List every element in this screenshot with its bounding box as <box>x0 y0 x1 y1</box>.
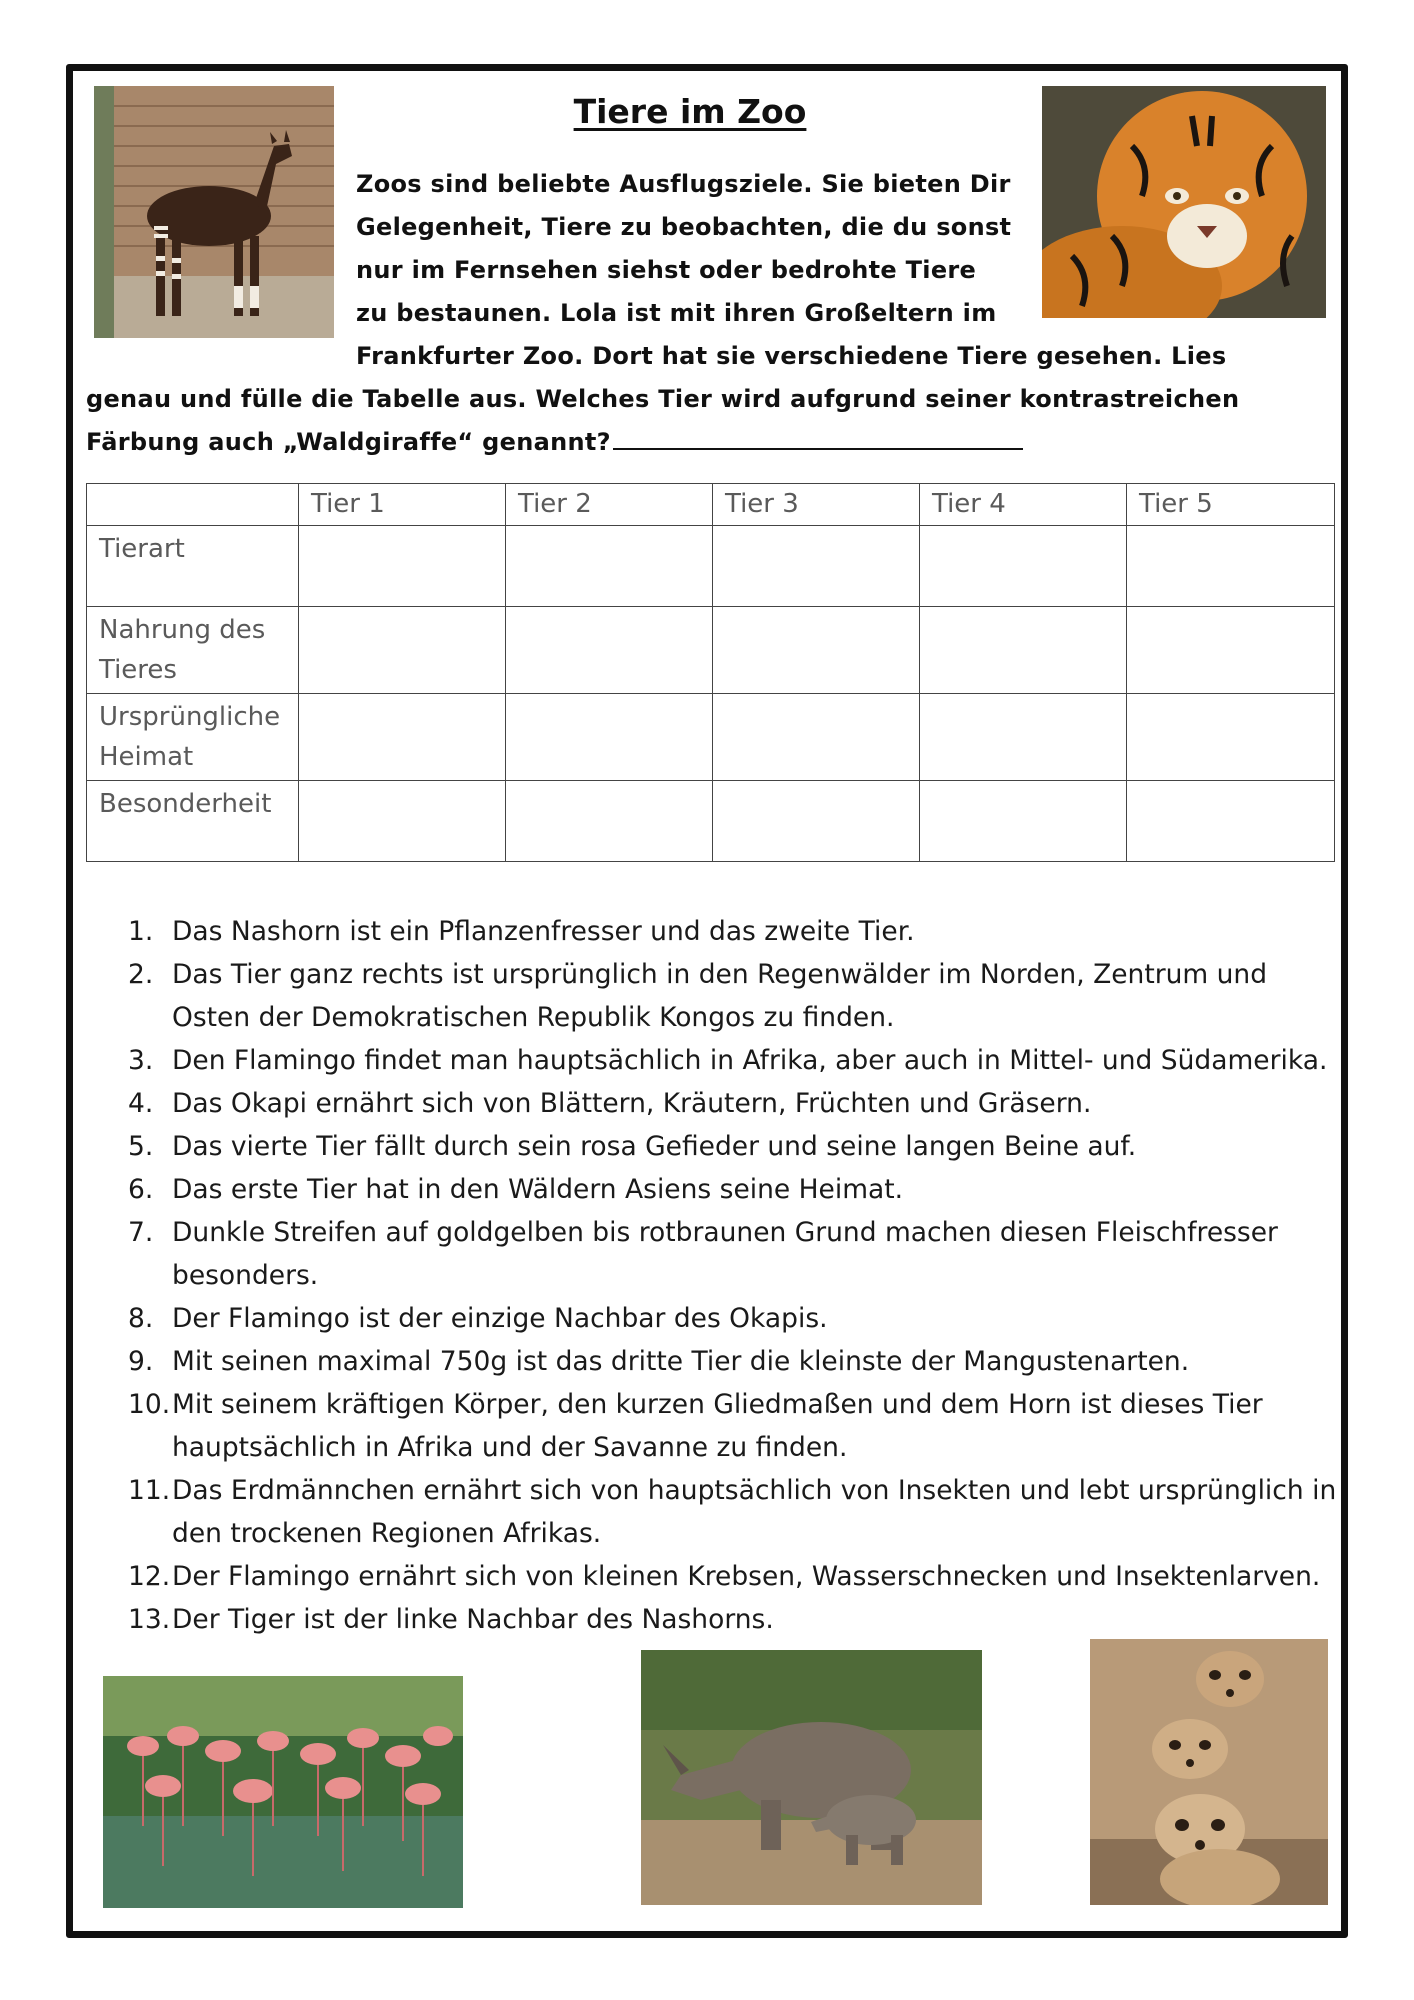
table-cell[interactable] <box>920 607 1127 694</box>
meerkat-photo <box>1090 1639 1328 1905</box>
list-item: 4. Das Okapi ernährt sich von Blättern, Kräutern, Früchten und Gräsern. <box>128 1088 1092 1119</box>
answer-blank[interactable] <box>613 428 1023 450</box>
table-cell[interactable] <box>713 781 920 862</box>
table-cell[interactable] <box>713 526 920 607</box>
row-header: Nahrung des Tieres <box>87 607 299 694</box>
intro-line-1: Zoos sind beliebte Ausflugsziele. Sie bieten Dir <box>356 170 1011 198</box>
row-header: Besonderheit <box>87 781 299 862</box>
table-cell[interactable] <box>920 526 1127 607</box>
column-header: Tier 1 <box>299 484 506 526</box>
table-corner <box>87 484 299 526</box>
table-cell[interactable] <box>506 694 713 781</box>
clue-list <box>128 910 1338 1641</box>
table-cell[interactable] <box>299 607 506 694</box>
list-item: 12. Der Flamingo ernährt sich von kleinen Krebsen, Wasserschnecken und Insektenlarven. <box>128 1561 1321 1592</box>
list-item: 1. Das Nashorn ist ein Pflanzenfresser und das zweite Tier. <box>128 916 915 947</box>
intro-line-4: zu bestaunen. Lola ist mit ihren Großeltern im <box>356 299 997 327</box>
table-cell[interactable] <box>506 781 713 862</box>
flamingo-photo <box>103 1676 463 1908</box>
table-cell[interactable] <box>713 694 920 781</box>
intro-line-7 <box>86 428 1023 456</box>
list-item: 3. Den Flamingo findet man hauptsächlich in Afrika, aber auch in Mittel- und Südamerika. <box>128 1045 1328 1076</box>
row-header: Tierart <box>87 526 299 607</box>
intro-line-3: nur im Fernsehen siehst oder bedrohte Tiere <box>356 256 977 284</box>
table-cell[interactable] <box>299 781 506 862</box>
list-item: 6. Das erste Tier hat in den Wäldern Asiens seine Heimat. <box>128 1174 904 1205</box>
column-header: Tier 4 <box>920 484 1127 526</box>
list-item: 2. Das Tier ganz rechts ist ursprünglich in den Regenwälder im Norden, Zentrum und Osten der Demokratischen Republik Kongos zu finden. <box>128 959 1268 1033</box>
column-header: Tier 5 <box>1127 484 1335 526</box>
tiger-photo <box>1042 86 1326 318</box>
list-item: 7. Dunkle Streifen auf goldgelben bis rotbraunen Grund machen diesen Fleischfresser besonders. <box>128 1217 1278 1291</box>
table-cell[interactable] <box>1127 526 1335 607</box>
table-cell[interactable] <box>506 607 713 694</box>
row-header: Ursprüngliche Heimat <box>87 694 299 781</box>
list-item: 5. Das vierte Tier fällt durch sein rosa Gefieder und seine langen Beine auf. <box>128 1131 1137 1162</box>
list-item: 13. Der Tiger ist der linke Nachbar des Nashorns. <box>128 1604 774 1635</box>
table-cell[interactable] <box>1127 781 1335 862</box>
list-item: 9. Mit seinen maximal 750g ist das dritte Tier die kleinste der Mangustenarten. <box>128 1346 1190 1377</box>
intro-line-2: Gelegenheit, Tiere zu beobachten, die du sonst <box>356 213 1012 241</box>
column-header: Tier 3 <box>713 484 920 526</box>
table-cell[interactable] <box>713 607 920 694</box>
table-cell[interactable] <box>1127 694 1335 781</box>
question-text: Färbung auch „Waldgiraffe“ genannt? <box>86 428 611 456</box>
list-item: 11. Das Erdmännchen ernährt sich von hauptsächlich von Insekten und lebt ursprünglich in den trockenen Regionen Afrikas. <box>128 1475 1337 1549</box>
table-cell[interactable] <box>920 781 1127 862</box>
okapi-photo <box>94 86 334 338</box>
table-cell[interactable] <box>506 526 713 607</box>
animal-table <box>86 483 1335 862</box>
table-cell[interactable] <box>299 694 506 781</box>
column-header: Tier 2 <box>506 484 713 526</box>
table-cell[interactable] <box>920 694 1127 781</box>
table-cell[interactable] <box>299 526 506 607</box>
rhino-photo <box>641 1650 982 1905</box>
intro-line-5: Frankfurter Zoo. Dort hat sie verschiedene Tiere gesehen. Lies <box>356 342 1227 370</box>
list-item: 10. Mit seinem kräftigen Körper, den kurzen Gliedmaßen und dem Horn ist dieses Tier hauptsächlich in Afrika und der Savanne zu finden. <box>128 1389 1263 1463</box>
table-cell[interactable] <box>1127 607 1335 694</box>
page-title: Tiere im Zoo <box>573 92 807 131</box>
intro-line-6: genau und fülle die Tabelle aus. Welches Tier wird aufgrund seiner kontrastreichen <box>86 385 1240 413</box>
list-item: 8. Der Flamingo ist der einzige Nachbar des Okapis. <box>128 1303 828 1334</box>
